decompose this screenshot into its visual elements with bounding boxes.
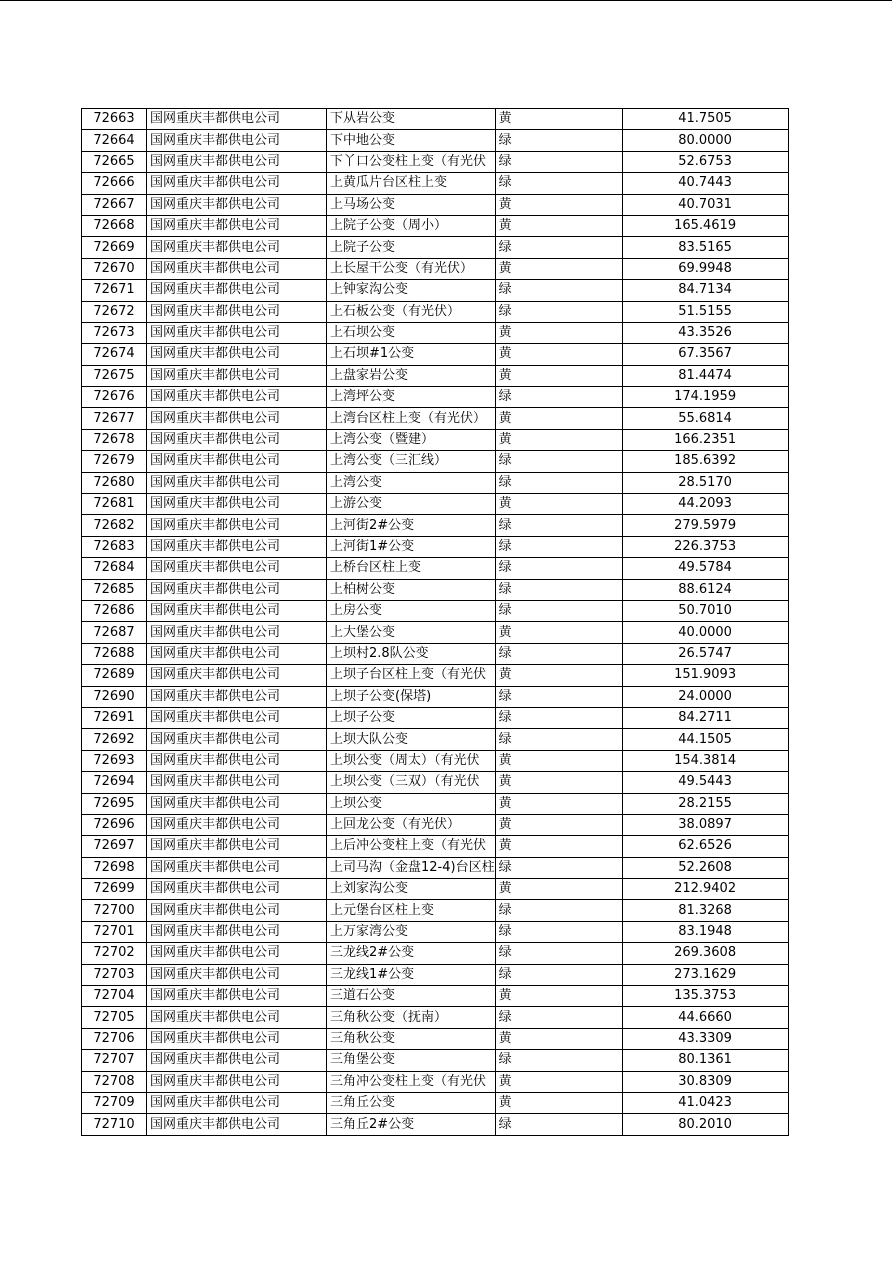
company-cell: 国网重庆丰都供电公司 [147, 772, 327, 793]
table-row [82, 237, 789, 258]
transformer-name-cell: 上院子公变 [327, 237, 496, 258]
table-row [82, 643, 789, 664]
transformer-name-cell: 三角冲公变柱上变（有光伏 [327, 1071, 496, 1092]
company-cell: 国网重庆丰都供电公司 [147, 344, 327, 365]
company-cell: 国网重庆丰都供电公司 [147, 579, 327, 600]
value-cell: 80.2010 [622, 1114, 788, 1135]
value-cell: 165.4619 [622, 215, 788, 236]
table-row [82, 1007, 789, 1028]
company-cell: 国网重庆丰都供电公司 [147, 665, 327, 686]
status-color-cell: 黄 [495, 814, 622, 835]
status-color-cell: 黄 [495, 365, 622, 386]
table-row [82, 600, 789, 621]
value-cell: 135.3753 [622, 986, 788, 1007]
value-cell: 151.9093 [622, 665, 788, 686]
value-cell: 51.5155 [622, 301, 788, 322]
row-id-cell: 72677 [82, 408, 147, 429]
status-color-cell: 绿 [495, 130, 622, 151]
company-cell: 国网重庆丰都供电公司 [147, 536, 327, 557]
transformer-name-cell: 上司马沟（金盘12-4)台区柱 [327, 857, 496, 878]
transformer-name-cell: 上坝子台区柱上变（有光伏 [327, 665, 496, 686]
transformer-name-cell: 三道石公变 [327, 986, 496, 1007]
company-cell: 国网重庆丰都供电公司 [147, 707, 327, 728]
transformer-name-cell: 三角秋公变（抚南） [327, 1007, 496, 1028]
company-cell: 国网重庆丰都供电公司 [147, 600, 327, 621]
status-color-cell: 绿 [495, 729, 622, 750]
status-color-cell: 绿 [495, 900, 622, 921]
value-cell: 81.3268 [622, 900, 788, 921]
row-id-cell: 72669 [82, 237, 147, 258]
page-top-border [0, 0, 892, 1]
company-cell: 国网重庆丰都供电公司 [147, 280, 327, 301]
table-row [82, 109, 789, 130]
company-cell: 国网重庆丰都供电公司 [147, 387, 327, 408]
table-body [82, 109, 789, 1136]
table-row [82, 280, 789, 301]
status-color-cell: 绿 [495, 558, 622, 579]
company-cell: 国网重庆丰都供电公司 [147, 322, 327, 343]
value-cell: 279.5979 [622, 515, 788, 536]
company-cell: 国网重庆丰都供电公司 [147, 472, 327, 493]
company-cell: 国网重庆丰都供电公司 [147, 686, 327, 707]
value-cell: 83.1948 [622, 921, 788, 942]
status-color-cell: 绿 [495, 237, 622, 258]
status-color-cell: 绿 [495, 280, 622, 301]
row-id-cell: 72667 [82, 194, 147, 215]
value-cell: 24.0000 [622, 686, 788, 707]
row-id-cell: 72703 [82, 964, 147, 985]
transformer-name-cell: 上马场公变 [327, 194, 496, 215]
row-id-cell: 72710 [82, 1114, 147, 1135]
table-row [82, 344, 789, 365]
status-color-cell: 黄 [495, 194, 622, 215]
transformer-name-cell: 上刘家沟公变 [327, 879, 496, 900]
company-cell: 国网重庆丰都供电公司 [147, 750, 327, 771]
transformer-name-cell: 三角堡公变 [327, 1050, 496, 1071]
transformer-name-cell: 下中地公变 [327, 130, 496, 151]
table-row [82, 173, 789, 194]
status-color-cell: 绿 [495, 151, 622, 172]
company-cell: 国网重庆丰都供电公司 [147, 900, 327, 921]
transformer-name-cell: 三龙线2#公变 [327, 943, 496, 964]
transformer-name-cell: 上房公变 [327, 600, 496, 621]
company-cell: 国网重庆丰都供电公司 [147, 494, 327, 515]
row-id-cell: 72691 [82, 707, 147, 728]
value-cell: 62.6526 [622, 836, 788, 857]
value-cell: 28.2155 [622, 793, 788, 814]
table-row [82, 258, 789, 279]
company-cell: 国网重庆丰都供电公司 [147, 237, 327, 258]
transformer-name-cell: 上坝子公变 [327, 707, 496, 728]
table-row [82, 750, 789, 771]
value-cell: 226.3753 [622, 536, 788, 557]
company-cell: 国网重庆丰都供电公司 [147, 814, 327, 835]
transformer-name-cell: 下丫口公变柱上变（有光伏 [327, 151, 496, 172]
transformer-name-cell: 上大堡公变 [327, 622, 496, 643]
row-id-cell: 72692 [82, 729, 147, 750]
row-id-cell: 72671 [82, 280, 147, 301]
status-color-cell: 黄 [495, 665, 622, 686]
table-row [82, 814, 789, 835]
value-cell: 273.1629 [622, 964, 788, 985]
transformer-name-cell: 上院子公变（周小） [327, 215, 496, 236]
data-table [81, 108, 789, 1136]
table-row [82, 215, 789, 236]
value-cell: 269.3608 [622, 943, 788, 964]
transformer-name-cell: 三角秋公变 [327, 1028, 496, 1049]
status-color-cell: 绿 [495, 686, 622, 707]
value-cell: 50.7010 [622, 600, 788, 621]
transformer-name-cell: 上石板公变（有光伏） [327, 301, 496, 322]
transformer-name-cell: 上元堡台区柱上变 [327, 900, 496, 921]
row-id-cell: 72705 [82, 1007, 147, 1028]
company-cell: 国网重庆丰都供电公司 [147, 515, 327, 536]
transformer-name-cell: 上河街2#公变 [327, 515, 496, 536]
row-id-cell: 72699 [82, 879, 147, 900]
company-cell: 国网重庆丰都供电公司 [147, 258, 327, 279]
status-color-cell: 绿 [495, 173, 622, 194]
transformer-name-cell: 上湾公变（三汇线） [327, 451, 496, 472]
table-row [82, 836, 789, 857]
table-row [82, 365, 789, 386]
table-row [82, 1092, 789, 1113]
status-color-cell: 黄 [495, 986, 622, 1007]
row-id-cell: 72668 [82, 215, 147, 236]
table-row [82, 879, 789, 900]
status-color-cell: 黄 [495, 772, 622, 793]
company-cell: 国网重庆丰都供电公司 [147, 793, 327, 814]
company-cell: 国网重庆丰都供电公司 [147, 857, 327, 878]
table-row [82, 301, 789, 322]
table-row [82, 1050, 789, 1071]
company-cell: 国网重庆丰都供电公司 [147, 109, 327, 130]
table-row [82, 322, 789, 343]
row-id-cell: 72700 [82, 900, 147, 921]
company-cell: 国网重庆丰都供电公司 [147, 194, 327, 215]
value-cell: 49.5784 [622, 558, 788, 579]
row-id-cell: 72689 [82, 665, 147, 686]
table-row [82, 536, 789, 557]
company-cell: 国网重庆丰都供电公司 [147, 429, 327, 450]
value-cell: 26.5747 [622, 643, 788, 664]
status-color-cell: 黄 [495, 1028, 622, 1049]
row-id-cell: 72679 [82, 451, 147, 472]
value-cell: 40.0000 [622, 622, 788, 643]
row-id-cell: 72693 [82, 750, 147, 771]
value-cell: 41.7505 [622, 109, 788, 130]
status-color-cell: 绿 [495, 707, 622, 728]
value-cell: 154.3814 [622, 750, 788, 771]
status-color-cell: 黄 [495, 750, 622, 771]
transformer-name-cell: 上柏树公变 [327, 579, 496, 600]
transformer-name-cell: 上盘家岩公变 [327, 365, 496, 386]
row-id-cell: 72697 [82, 836, 147, 857]
table-row [82, 558, 789, 579]
company-cell: 国网重庆丰都供电公司 [147, 408, 327, 429]
table-row [82, 387, 789, 408]
value-cell: 28.5170 [622, 472, 788, 493]
status-color-cell: 绿 [495, 943, 622, 964]
status-color-cell: 绿 [495, 1114, 622, 1135]
status-color-cell: 黄 [495, 322, 622, 343]
transformer-name-cell: 上长屋干公变（有光伏） [327, 258, 496, 279]
transformer-name-cell: 上黄瓜片台区柱上变 [327, 173, 496, 194]
table-row [82, 515, 789, 536]
transformer-name-cell: 上石坝#1公变 [327, 344, 496, 365]
table-row [82, 622, 789, 643]
table-row [82, 1028, 789, 1049]
transformer-name-cell: 上坝大队公变 [327, 729, 496, 750]
transformer-name-cell: 三角丘2#公变 [327, 1114, 496, 1135]
value-cell: 49.5443 [622, 772, 788, 793]
row-id-cell: 72670 [82, 258, 147, 279]
value-cell: 52.2608 [622, 857, 788, 878]
transformer-name-cell: 上回龙公变（有光伏） [327, 814, 496, 835]
transformer-name-cell: 上湾坪公变 [327, 387, 496, 408]
value-cell: 185.6392 [622, 451, 788, 472]
row-id-cell: 72681 [82, 494, 147, 515]
value-cell: 84.2711 [622, 707, 788, 728]
row-id-cell: 72665 [82, 151, 147, 172]
table-row [82, 964, 789, 985]
status-color-cell: 绿 [495, 472, 622, 493]
company-cell: 国网重庆丰都供电公司 [147, 173, 327, 194]
table-row [82, 408, 789, 429]
company-cell: 国网重庆丰都供电公司 [147, 1028, 327, 1049]
row-id-cell: 72680 [82, 472, 147, 493]
status-color-cell: 绿 [495, 1007, 622, 1028]
transformer-name-cell: 上湾公变（暨建） [327, 429, 496, 450]
table-row [82, 151, 789, 172]
status-color-cell: 绿 [495, 387, 622, 408]
row-id-cell: 72708 [82, 1071, 147, 1092]
transformer-name-cell: 上后冲公变柱上变（有光伏 [327, 836, 496, 857]
row-id-cell: 72694 [82, 772, 147, 793]
company-cell: 国网重庆丰都供电公司 [147, 1114, 327, 1135]
status-color-cell: 绿 [495, 451, 622, 472]
row-id-cell: 72666 [82, 173, 147, 194]
status-color-cell: 绿 [495, 515, 622, 536]
table-row [82, 707, 789, 728]
table-row [82, 579, 789, 600]
row-id-cell: 72709 [82, 1092, 147, 1113]
status-color-cell: 黄 [495, 836, 622, 857]
status-color-cell: 黄 [495, 109, 622, 130]
transformer-name-cell: 上坝公变（三双）（有光伏 [327, 772, 496, 793]
company-cell: 国网重庆丰都供电公司 [147, 151, 327, 172]
row-id-cell: 72704 [82, 986, 147, 1007]
table-row [82, 1071, 789, 1092]
value-cell: 30.8309 [622, 1071, 788, 1092]
status-color-cell: 黄 [495, 344, 622, 365]
table-row [82, 943, 789, 964]
row-id-cell: 72688 [82, 643, 147, 664]
table-row [82, 900, 789, 921]
transformer-name-cell: 上坝村2.8队公变 [327, 643, 496, 664]
status-color-cell: 黄 [495, 1092, 622, 1113]
status-color-cell: 黄 [495, 408, 622, 429]
company-cell: 国网重庆丰都供电公司 [147, 365, 327, 386]
row-id-cell: 72676 [82, 387, 147, 408]
value-cell: 38.0897 [622, 814, 788, 835]
value-cell: 88.6124 [622, 579, 788, 600]
value-cell: 212.9402 [622, 879, 788, 900]
value-cell: 67.3567 [622, 344, 788, 365]
company-cell: 国网重庆丰都供电公司 [147, 964, 327, 985]
company-cell: 国网重庆丰都供电公司 [147, 1092, 327, 1113]
status-color-cell: 绿 [495, 1050, 622, 1071]
row-id-cell: 72675 [82, 365, 147, 386]
company-cell: 国网重庆丰都供电公司 [147, 986, 327, 1007]
company-cell: 国网重庆丰都供电公司 [147, 215, 327, 236]
status-color-cell: 绿 [495, 964, 622, 985]
status-color-cell: 黄 [495, 429, 622, 450]
value-cell: 55.6814 [622, 408, 788, 429]
transformer-name-cell: 上坝公变（周太）（有光伏 [327, 750, 496, 771]
transformer-name-cell: 上河街1#公变 [327, 536, 496, 557]
row-id-cell: 72673 [82, 322, 147, 343]
status-color-cell: 黄 [495, 215, 622, 236]
row-id-cell: 72701 [82, 921, 147, 942]
transformer-name-cell: 上湾台区柱上变（有光伏） [327, 408, 496, 429]
table-row [82, 451, 789, 472]
company-cell: 国网重庆丰都供电公司 [147, 921, 327, 942]
status-color-cell: 黄 [495, 879, 622, 900]
table-row [82, 986, 789, 1007]
row-id-cell: 72678 [82, 429, 147, 450]
value-cell: 40.7443 [622, 173, 788, 194]
value-cell: 81.4474 [622, 365, 788, 386]
table-row [82, 772, 789, 793]
value-cell: 83.5165 [622, 237, 788, 258]
row-id-cell: 72664 [82, 130, 147, 151]
status-color-cell: 绿 [495, 600, 622, 621]
company-cell: 国网重庆丰都供电公司 [147, 836, 327, 857]
transformer-name-cell: 上石坝公变 [327, 322, 496, 343]
table-row [82, 194, 789, 215]
company-cell: 国网重庆丰都供电公司 [147, 130, 327, 151]
row-id-cell: 72687 [82, 622, 147, 643]
row-id-cell: 72707 [82, 1050, 147, 1071]
row-id-cell: 72672 [82, 301, 147, 322]
table-row [82, 665, 789, 686]
table-row [82, 472, 789, 493]
status-color-cell: 黄 [495, 494, 622, 515]
transformer-name-cell: 三角丘公变 [327, 1092, 496, 1113]
status-color-cell: 绿 [495, 301, 622, 322]
value-cell: 44.6660 [622, 1007, 788, 1028]
table-row [82, 494, 789, 515]
company-cell: 国网重庆丰都供电公司 [147, 622, 327, 643]
value-cell: 80.1361 [622, 1050, 788, 1071]
transformer-name-cell: 上湾公变 [327, 472, 496, 493]
status-color-cell: 黄 [495, 793, 622, 814]
status-color-cell: 绿 [495, 579, 622, 600]
value-cell: 41.0423 [622, 1092, 788, 1113]
status-color-cell: 黄 [495, 258, 622, 279]
company-cell: 国网重庆丰都供电公司 [147, 879, 327, 900]
row-id-cell: 72685 [82, 579, 147, 600]
company-cell: 国网重庆丰都供电公司 [147, 301, 327, 322]
company-cell: 国网重庆丰都供电公司 [147, 1071, 327, 1092]
status-color-cell: 绿 [495, 536, 622, 557]
row-id-cell: 72684 [82, 558, 147, 579]
status-color-cell: 黄 [495, 622, 622, 643]
value-cell: 40.7031 [622, 194, 788, 215]
value-cell: 174.1959 [622, 387, 788, 408]
status-color-cell: 黄 [495, 1071, 622, 1092]
table-row [82, 793, 789, 814]
table-row [82, 857, 789, 878]
company-cell: 国网重庆丰都供电公司 [147, 729, 327, 750]
transformer-name-cell: 上坝公变 [327, 793, 496, 814]
status-color-cell: 绿 [495, 857, 622, 878]
status-color-cell: 绿 [495, 921, 622, 942]
transformer-name-cell: 上钟家沟公变 [327, 280, 496, 301]
status-color-cell: 绿 [495, 643, 622, 664]
value-cell: 44.1505 [622, 729, 788, 750]
table-row [82, 130, 789, 151]
row-id-cell: 72695 [82, 793, 147, 814]
value-cell: 69.9948 [622, 258, 788, 279]
value-cell: 43.3526 [622, 322, 788, 343]
row-id-cell: 72698 [82, 857, 147, 878]
row-id-cell: 72674 [82, 344, 147, 365]
row-id-cell: 72683 [82, 536, 147, 557]
row-id-cell: 72702 [82, 943, 147, 964]
company-cell: 国网重庆丰都供电公司 [147, 643, 327, 664]
table-row [82, 921, 789, 942]
row-id-cell: 72690 [82, 686, 147, 707]
table-row [82, 729, 789, 750]
transformer-name-cell: 上坝子公变(保塔) [327, 686, 496, 707]
value-cell: 84.7134 [622, 280, 788, 301]
row-id-cell: 72663 [82, 109, 147, 130]
row-id-cell: 72706 [82, 1028, 147, 1049]
transformer-name-cell: 上游公变 [327, 494, 496, 515]
table-row [82, 429, 789, 450]
company-cell: 国网重庆丰都供电公司 [147, 558, 327, 579]
row-id-cell: 72682 [82, 515, 147, 536]
value-cell: 166.2351 [622, 429, 788, 450]
row-id-cell: 72696 [82, 814, 147, 835]
transformer-name-cell: 下从岩公变 [327, 109, 496, 130]
company-cell: 国网重庆丰都供电公司 [147, 451, 327, 472]
company-cell: 国网重庆丰都供电公司 [147, 943, 327, 964]
value-cell: 80.0000 [622, 130, 788, 151]
transformer-name-cell: 上万家湾公变 [327, 921, 496, 942]
table-row [82, 1114, 789, 1135]
value-cell: 44.2093 [622, 494, 788, 515]
company-cell: 国网重庆丰都供电公司 [147, 1050, 327, 1071]
value-cell: 43.3309 [622, 1028, 788, 1049]
value-cell: 52.6753 [622, 151, 788, 172]
transformer-name-cell: 上桥台区柱上变 [327, 558, 496, 579]
transformer-name-cell: 三龙线1#公变 [327, 964, 496, 985]
company-cell: 国网重庆丰都供电公司 [147, 1007, 327, 1028]
table-row [82, 686, 789, 707]
row-id-cell: 72686 [82, 600, 147, 621]
